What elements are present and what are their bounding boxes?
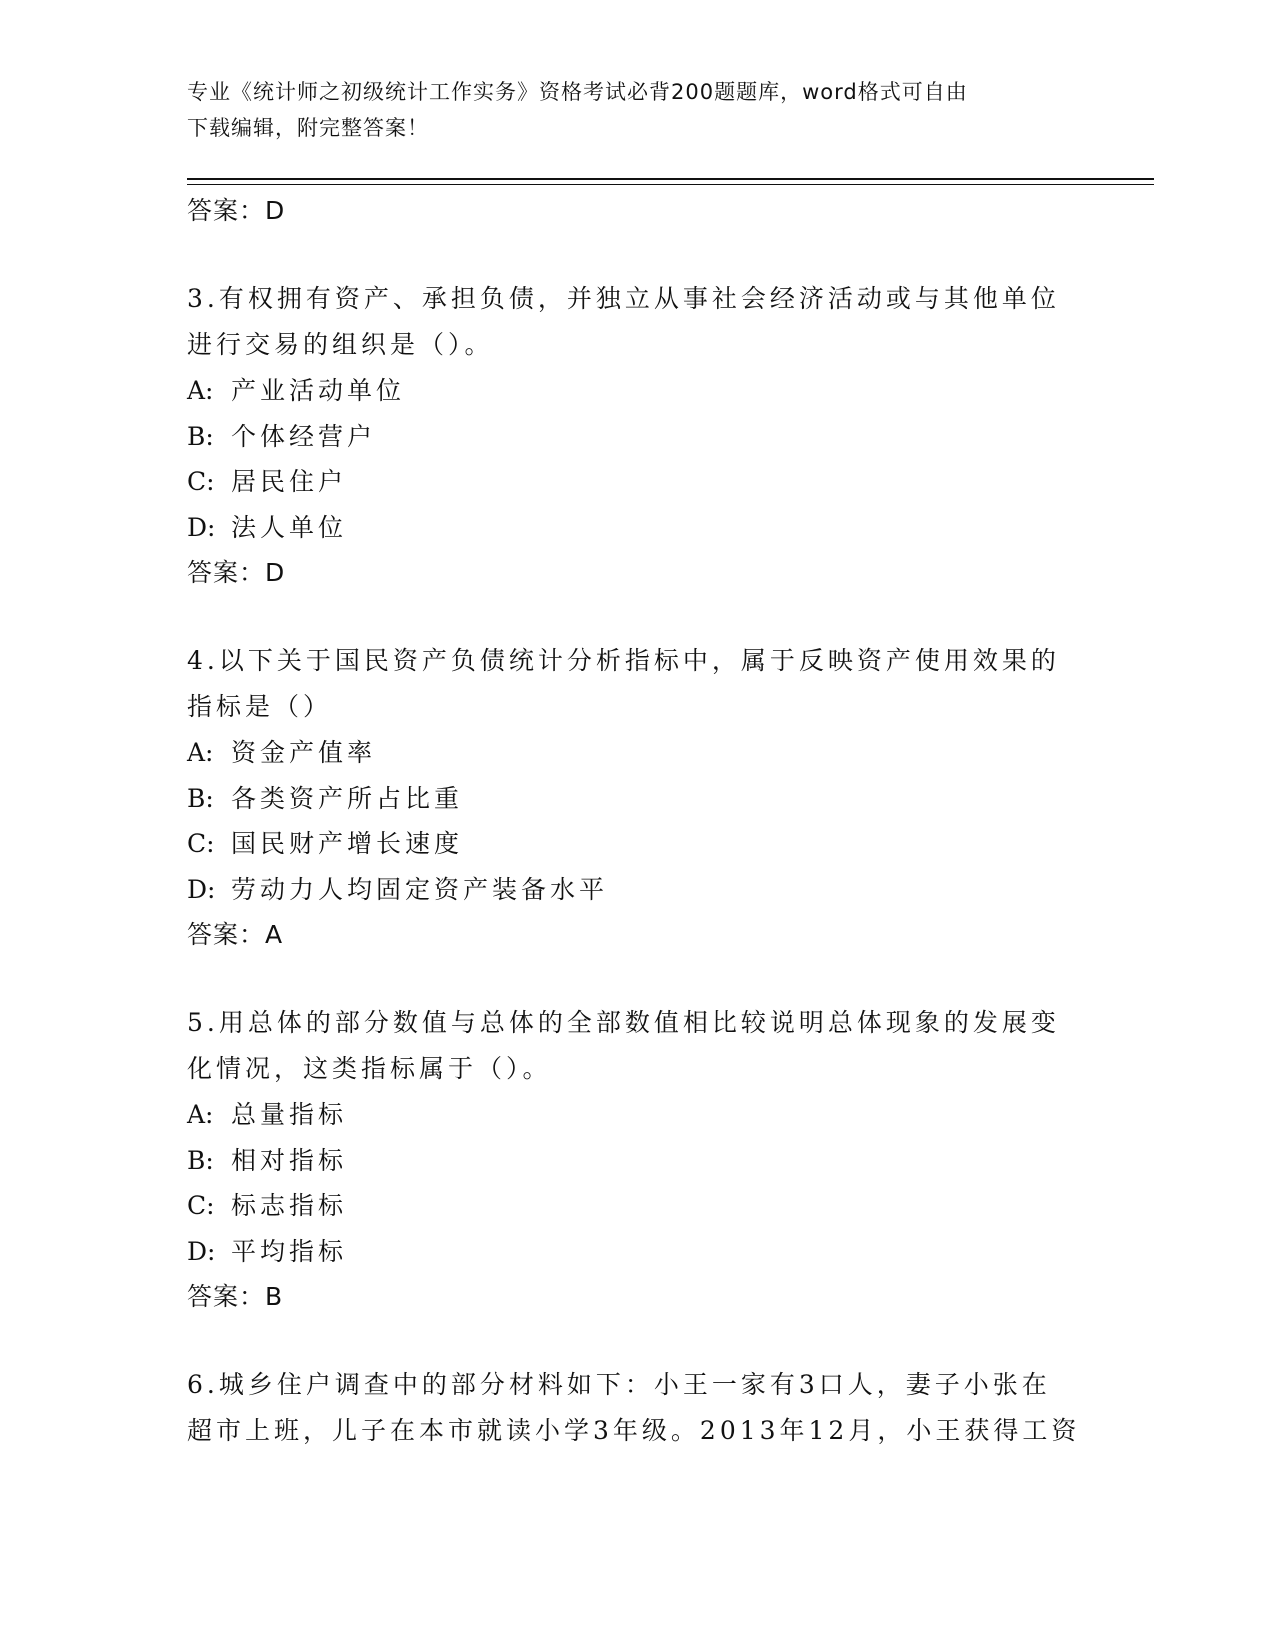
question-stem-line-2: 指标是（） xyxy=(187,692,333,721)
option-text: 居民住户 xyxy=(231,467,348,496)
option-d xyxy=(187,867,1087,913)
option-letter: C: xyxy=(187,467,215,496)
option-c xyxy=(187,821,1087,867)
answer-q2: 答案：D xyxy=(187,196,286,225)
option-text: 平均指标 xyxy=(231,1236,348,1266)
option-b xyxy=(187,1138,1087,1184)
option-letter: B: xyxy=(187,1145,214,1175)
option-c xyxy=(187,1183,1087,1229)
option-text: 个体经营户 xyxy=(231,421,377,451)
header-divider xyxy=(187,178,1154,185)
question-stem-line-1: 5.用总体的部分数值与总体的全部数值相比较说明总体现象的发展变 xyxy=(187,1008,1060,1037)
question-stem-line-2: 化情况，这类指标属于（）。 xyxy=(187,1054,552,1083)
question-4 xyxy=(187,638,1087,958)
option-letter: A: xyxy=(187,376,214,405)
option-b xyxy=(187,414,1087,460)
question-stem-line-1: 3.有权拥有资产、承担负债，并独立从事社会经济活动或与其他单位 xyxy=(187,284,1060,313)
option-letter: B: xyxy=(187,783,214,813)
option-c xyxy=(187,459,1087,505)
option-a xyxy=(187,730,1087,776)
option-text: 资金产值率 xyxy=(231,738,377,767)
document-body xyxy=(187,188,1087,1454)
option-a xyxy=(187,1092,1087,1138)
option-letter: C: xyxy=(187,1191,215,1220)
option-a xyxy=(187,368,1087,414)
header-line-2: 下载编辑，附完整答案！ xyxy=(187,116,429,140)
option-text: 总量指标 xyxy=(231,1100,348,1129)
question-5 xyxy=(187,1000,1087,1320)
option-text: 产业活动单位 xyxy=(231,376,406,405)
option-text: 各类资产所占比重 xyxy=(231,783,464,813)
question-6 xyxy=(187,1362,1087,1454)
option-b xyxy=(187,776,1087,822)
option-text: 标志指标 xyxy=(231,1191,348,1220)
option-d xyxy=(187,505,1087,551)
answer-q4: 答案：A xyxy=(187,920,284,949)
option-text: 国民财产增长速度 xyxy=(231,829,464,858)
option-letter: A: xyxy=(187,738,214,767)
question-stem-line-1: 4.以下关于国民资产负债统计分析指标中，属于反映资产使用效果的 xyxy=(187,646,1060,675)
answer-q3: 答案：D xyxy=(187,558,286,587)
option-text: 相对指标 xyxy=(231,1145,348,1175)
header-line-1: 专业《统计师之初级统计工作实务》资格考试必背200题题库，word格式可自由 xyxy=(187,80,968,104)
option-letter: A: xyxy=(187,1100,214,1129)
option-d xyxy=(187,1229,1087,1275)
option-letter: D: xyxy=(187,512,216,542)
question-stem-line-2: 超市上班，儿子在本市就读小学3年级。2013年12月，小王获得工资 xyxy=(187,1416,1081,1445)
option-letter: B: xyxy=(187,421,214,451)
option-text: 劳动力人均固定资产装备水平 xyxy=(231,874,609,904)
answer-q5: 答案：B xyxy=(187,1282,284,1311)
option-letter: C: xyxy=(187,829,215,858)
question-stem-line-2: 进行交易的组织是（）。 xyxy=(187,330,494,359)
page-header xyxy=(187,74,1087,146)
question-3 xyxy=(187,276,1087,596)
option-text: 法人单位 xyxy=(231,512,348,542)
question-stem-line-1: 6.城乡住户调查中的部分材料如下：小王一家有3口人，妻子小张在 xyxy=(187,1370,1051,1399)
option-letter: D: xyxy=(187,1236,216,1266)
option-letter: D: xyxy=(187,874,216,904)
